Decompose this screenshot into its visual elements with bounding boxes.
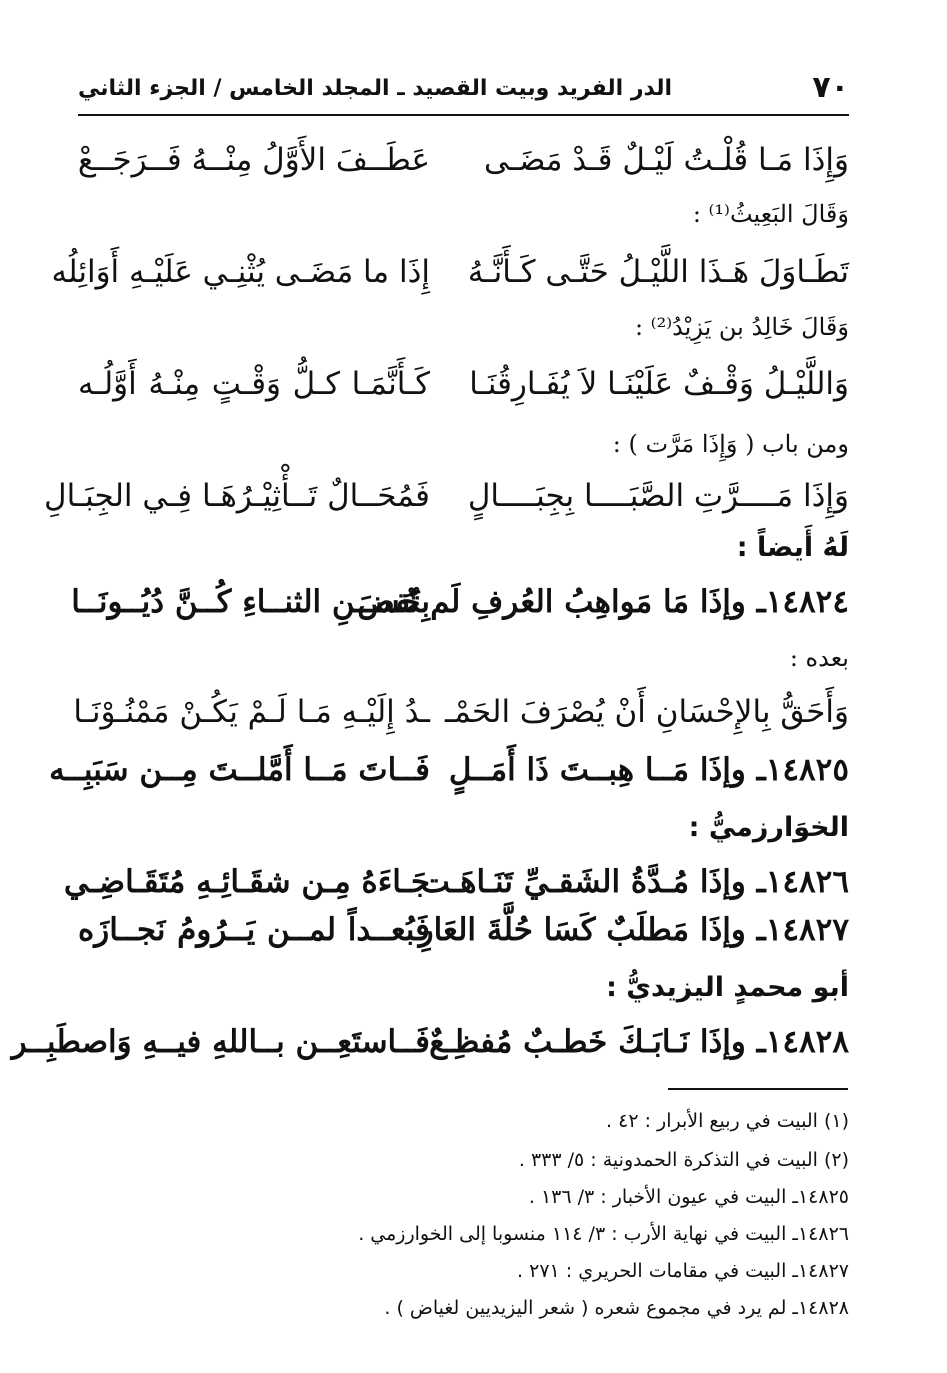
poet-name: الخوَارزميُّ : [688, 812, 849, 843]
verse-first-hemistich: تَطَـاوَلَ هَـذَا اللَّيْـلُ حَتَّـى كَـأَنَّـهُ [467, 254, 849, 290]
verse-first-hemistich: ١٤٨٢٥ـ وإذَا مَــا هِبــتَ ذَا أَمَــلٍ [448, 752, 849, 788]
verse-first-hemistich: ١٤٨٢٨ـ وإذَا نَـابَـكَ خَطـبٌ مُفظِـعٌ [429, 1024, 849, 1060]
verse-line [44, 478, 849, 532]
verse-second-hemistich: بِحُســنِ الثنــاءِ كُــنَّ دُيُــونَــا [71, 584, 430, 620]
verse-first-hemistich: ١٤٨٢٤ـ وإذَا مَا مَواهِبُ العُرفِ لَم تُقضَ [357, 584, 849, 620]
footnote: ١٤٨٢٥ـ البيت في عيون الأخبار : ٣/ ١٣٦ . [528, 1186, 849, 1208]
attribution-line: بعده : [789, 644, 849, 672]
footnote: ١٤٨٢٧ـ البيت في مقامات الحريري : ٢٧١ . [517, 1260, 849, 1282]
verse-second-hemistich: فَمُحَــالٌ تَــأْثِيْـرُهَـا فِـي الجِبَـالِ [44, 478, 430, 514]
verse-second-hemistich: كَـأَنَّمَـا كـلُّ وَقْـتٍ مِنْـهُ أَوَّلُـه [78, 366, 430, 402]
footnote: (١) البيت في ربيع الأبرار : ٤٢ . [606, 1110, 849, 1132]
footnote: ١٤٨٢٨ـ لم يرد في مجموع شعره ( شعر اليزيديين لغياض ) . [384, 1297, 849, 1319]
footnote: ١٤٨٢٦ـ البيت في نهاية الأرب : ٣/ ١١٤ منسوبا إلى الخوارزمي . [358, 1223, 849, 1245]
verse-second-hemistich: فَبُعــداً لمــن يَــرُومُ نَجــازَه [78, 912, 430, 948]
attribution-line: وَقَالَ خَالِدُ بن يَزِيْدُ⁽²⁾ : [634, 313, 849, 341]
numbered-verse-14826 [63, 864, 849, 918]
numbered-verse-14824 [71, 584, 849, 638]
verse-second-hemistich: ـدُ إِلَيْـهِ مَـا لَـمْ يَكُـنْ مَمْنُـوْنَـا [73, 694, 430, 730]
verse-second-hemistich: عَطَــفَ الأَوَّلُ مِنْــهُ فَــرَجَــعْ [77, 142, 430, 178]
verse-first-hemistich: ١٤٨٢٦ـ وإذَا مُـدَّةُ الشَقـيِّ تَنَـاهَـت [420, 864, 849, 900]
section-heading: ومن باب ( وَإِذَا مَرَّت ) : [612, 430, 849, 458]
page-number: ٧٠ [812, 70, 849, 105]
verse-second-hemistich: فَــاتَ مَــا أَمَّلــتَ مِــن سَبَبِــه [49, 752, 430, 788]
verse-second-hemistich: إِذَا ما مَضَـى يُثْنِـي عَلَيْـهِ أَوَائِلُه [51, 254, 430, 290]
running-title: الدر الفريد وبيت القصيد ـ المجلد الخامس / الجزء الثاني [78, 76, 673, 101]
page-header [78, 70, 849, 116]
verse-second-hemistich: جَـاءَهُ مِـن شقَـائِـهِ مُتَقَـاضِـي [63, 864, 430, 900]
verse-line [73, 694, 849, 748]
numbered-verse-14827 [78, 912, 849, 966]
verse-line [78, 366, 849, 420]
verse-first-hemistich: وَأَحَقُّ بِالإِحْسَانِ أَنْ يُصْرَفَ الحَمْـ [445, 694, 849, 730]
attribution-line: وَقَالَ البَعِيثُ⁽¹⁾ : [692, 200, 849, 228]
numbered-verse-14828 [11, 1024, 849, 1078]
verse-line [78, 142, 849, 196]
verse-first-hemistich: وَإِذَا مَـا قُلْـتُ لَيْـلٌ قَـدْ مَضَـى [484, 142, 849, 178]
verse-second-hemistich: فَــاستَعِــن بــاللهِ فيــهِ وَاصطَبِــر [11, 1024, 430, 1060]
numbered-verse-14825 [49, 752, 849, 806]
verse-first-hemistich: وَإِذَا مَــــرَّتِ الصَّبَــــا بِجِبَــــالٍ [467, 478, 849, 514]
footnote: (٢) البيت في التذكرة الحمدونية : ٥/ ٣٣٣ . [518, 1149, 849, 1171]
attribution-line: لَهُ أَيضاً : [736, 532, 849, 563]
poet-name: أبو محمدٍ اليزيديُّ : [606, 972, 849, 1003]
footnote-separator [668, 1088, 848, 1090]
verse-line [51, 254, 849, 308]
verse-first-hemistich: ١٤٨٢٧ـ وإذَا مَطلَبٌ كَسَا حُلَّةَ العَارِ [418, 912, 849, 948]
verse-first-hemistich: وَاللَّيْـلُ وَقْـفٌ عَلَيْنَـا لاَ يُفَـارِقُنَـا [469, 366, 849, 402]
